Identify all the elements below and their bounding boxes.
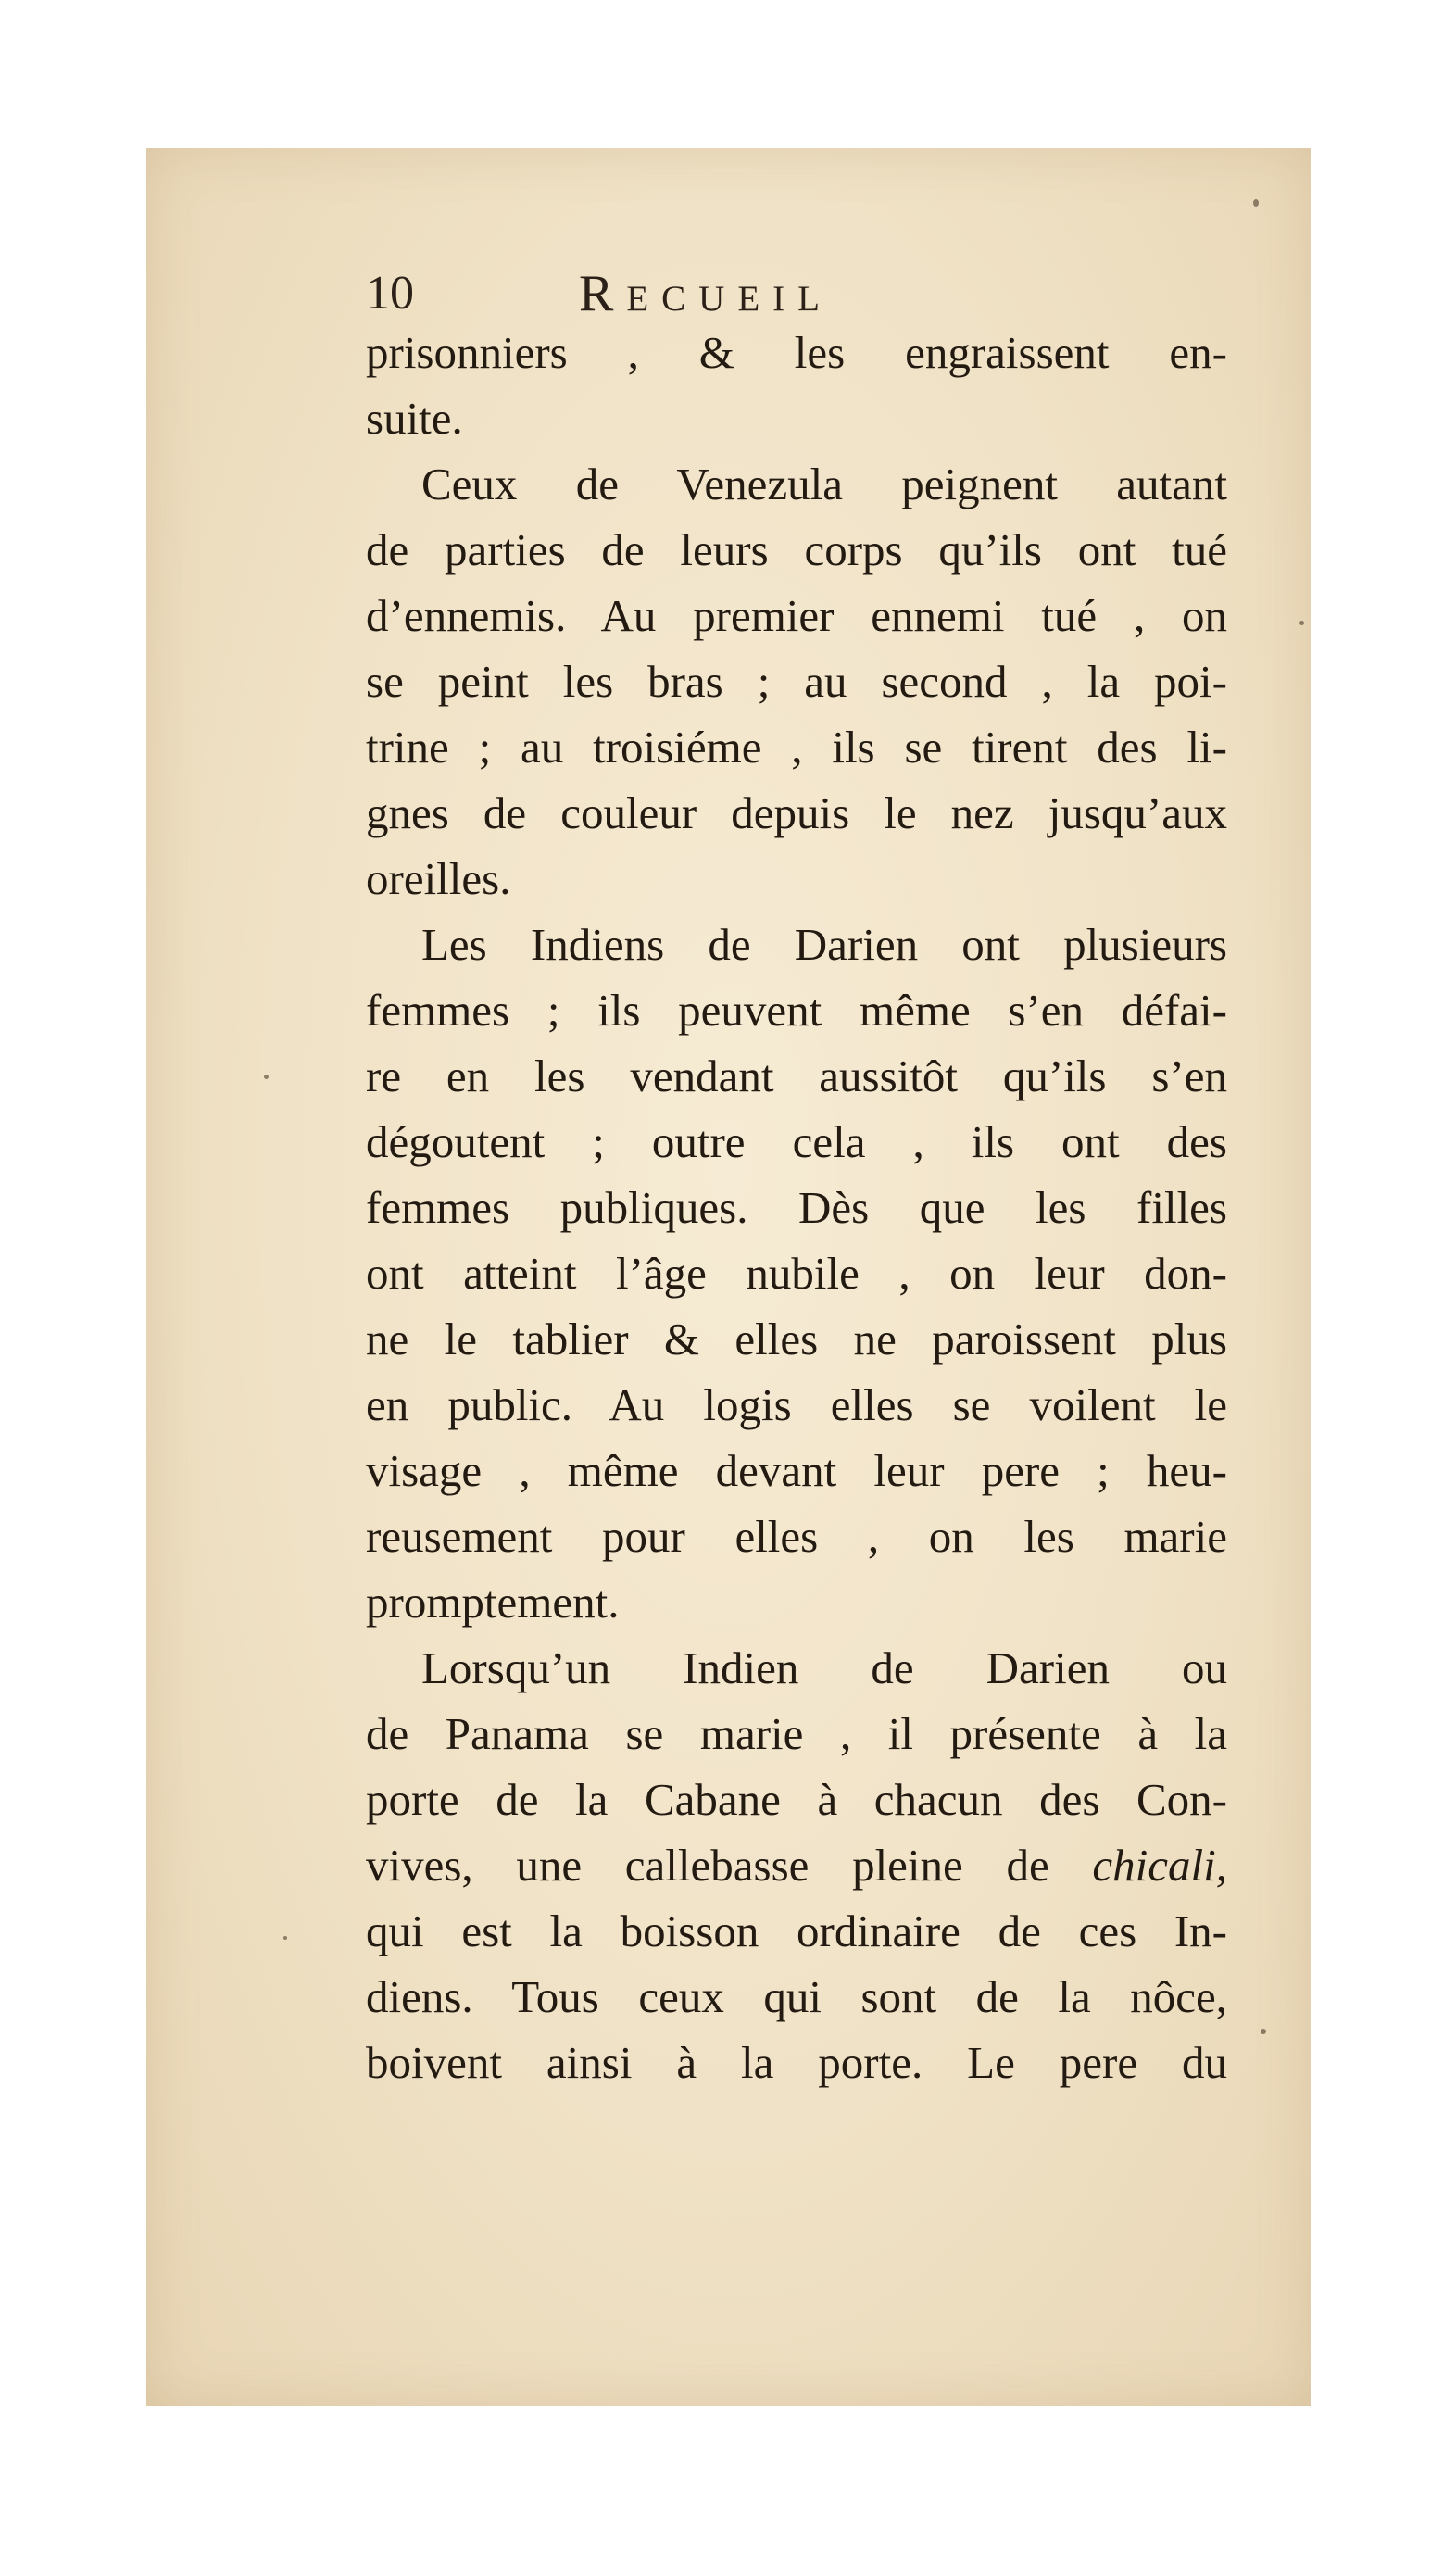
text-line-content: vives, une callebasse pleine de: [366, 1840, 1049, 1891]
text-line-content: ne le tablier & elles ne paroissent plus: [366, 1314, 1227, 1365]
text-line-content: qui est la boisson ordinaire de ces In-: [366, 1905, 1227, 1956]
text-line: [366, 1503, 1227, 1569]
text-line: [366, 1767, 1227, 1832]
text-line: [366, 320, 1227, 385]
text-line: [366, 846, 1227, 912]
ink-speck: [264, 1075, 269, 1079]
text-line: [366, 2030, 1227, 2095]
text-line: [366, 451, 1227, 517]
text-line-content: re en les vendant aussitôt qu’ils s’en: [366, 1050, 1227, 1101]
text-line-content: d’ennemis. Au premier ennemi tué , on: [366, 590, 1227, 641]
text-line-content: gnes de couleur depuis le nez jusqu’aux: [366, 787, 1227, 838]
text-line-content: promptement.: [366, 1577, 620, 1628]
text-line: [366, 1372, 1227, 1438]
text-line: [366, 1306, 1227, 1372]
text-line: [366, 1635, 1227, 1701]
page-header: [366, 261, 1227, 326]
ink-speck: [283, 1936, 287, 1940]
text-line: [366, 1043, 1227, 1109]
ink-speck: [1261, 2029, 1266, 2034]
text-line-content: porte de la Cabane à chacun des Con-: [366, 1774, 1227, 1825]
text-line: [366, 1175, 1227, 1240]
text-line: [366, 1832, 1227, 1898]
text-line: [366, 517, 1227, 583]
body-text: [366, 320, 1227, 2095]
text-line-content: diens. Tous ceux qui sont de la nôce,: [366, 1971, 1227, 2022]
text-line: [366, 714, 1227, 780]
text-line-content: ont atteint l’âge nubile , on leur don-: [366, 1248, 1227, 1299]
text-line-content: oreilles.: [366, 853, 511, 904]
text-line: [366, 912, 1227, 977]
text-line-content: boivent ainsi à la porte. Le pere du: [366, 2037, 1227, 2088]
text-line: [366, 780, 1227, 846]
text-line-content: de parties de leurs corps qu’ils ont tué: [366, 524, 1227, 575]
italic-word: chicali,: [1092, 1840, 1228, 1891]
text-line-content: en public. Au logis elles se voilent le: [366, 1379, 1227, 1430]
text-line: [366, 1240, 1227, 1306]
text-line: [366, 1964, 1227, 2030]
text-line-content: prisonniers , & les engraissent en-: [366, 327, 1227, 378]
text-line-content: suite.: [366, 393, 463, 444]
text-line-content: Ceux de Venezula peignent autant: [421, 459, 1227, 509]
text-line: [366, 1701, 1227, 1767]
ink-speck: [1253, 199, 1259, 207]
text-line-content: femmes ; ils peuvent même s’en défai-: [366, 985, 1227, 1036]
text-line-content: Les Indiens de Darien ont plusieurs: [421, 919, 1227, 970]
text-line: [366, 1569, 1227, 1635]
text-line: [366, 583, 1227, 648]
ink-speck: [1299, 621, 1304, 625]
text-line-content: reusement pour elles , on les marie: [366, 1511, 1227, 1562]
text-line-content: femmes publiques. Dès que les filles: [366, 1182, 1227, 1233]
text-line: [366, 385, 1227, 451]
text-line-content: dégoutent ; outre cela , ils ont des: [366, 1116, 1227, 1167]
text-line-content: trine ; au troisiéme , ils se tirent des li-: [366, 722, 1227, 773]
text-line: [366, 977, 1227, 1043]
text-line-content: de Panama se marie , il présente à la: [366, 1708, 1227, 1759]
text-line: [366, 1438, 1227, 1503]
text-line: [366, 1109, 1227, 1175]
text-line-content: se peint les bras ; au second , la poi-: [366, 656, 1227, 707]
text-line: [366, 1898, 1227, 1964]
page-number: 10: [366, 267, 414, 320]
text-line-content: Lorsqu’un Indien de Darien ou: [421, 1642, 1227, 1693]
text-line-content: visage , même devant leur pere ; heu-: [366, 1445, 1227, 1496]
running-title: Recueil: [579, 265, 833, 322]
text-line: [366, 648, 1227, 714]
